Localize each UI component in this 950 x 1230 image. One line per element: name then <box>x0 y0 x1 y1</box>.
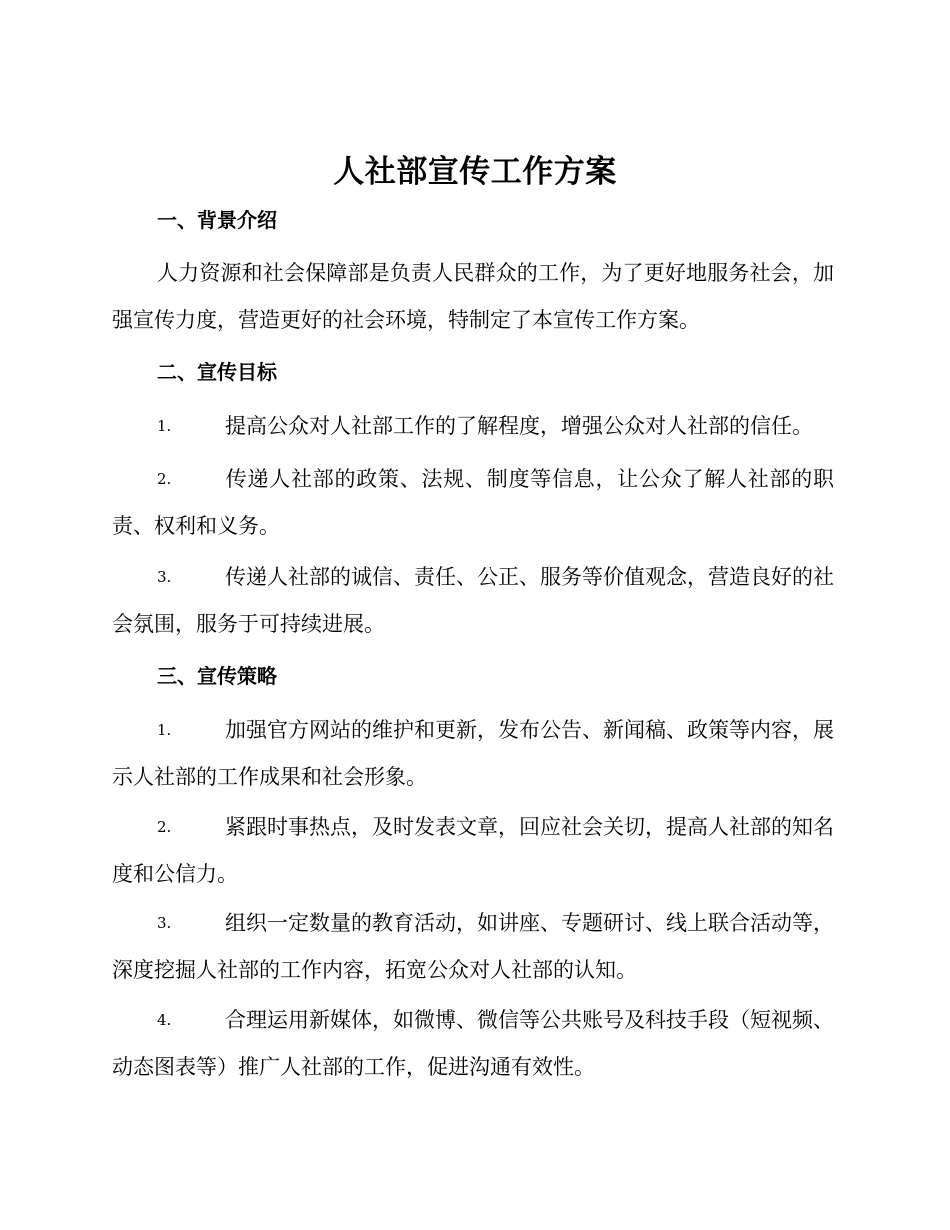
document-title: 人社部宣传工作方案 <box>333 154 617 190</box>
list-item <box>112 900 834 994</box>
list-item-number: 3. <box>157 568 172 586</box>
section-heading-goals: 二、宣传目标 <box>157 360 277 384</box>
list-item-number: 2. <box>157 818 172 836</box>
list-item-number: 3. <box>157 914 172 932</box>
list-item-number: 1. <box>157 417 172 435</box>
list-item-text: 加强官方网站的维护和更新，发布公告、新闻稿、政策等内容，展示人社部的工作成果和社会形象。 <box>112 718 834 789</box>
background-paragraph: 人力资源和社会保障部是负责人民群众的工作，为了更好地服务社会，加强宣传力度，营造更好的社会环境，特制定了本宣传工作方案。 <box>112 261 834 332</box>
list-item-number: 4. <box>157 1011 172 1029</box>
list-item <box>112 707 834 801</box>
list-item-text: 提高公众对人社部工作的了解程度，增强公众对人社部的信任。 <box>225 414 813 438</box>
list-item-text: 传递人社部的政策、法规、制度等信息，让公众了解人社部的职责、权利和义务。 <box>112 467 834 538</box>
list-item <box>112 403 834 450</box>
list-item-text: 合理运用新媒体，如微博、微信等公共账号及科技手段（短视频、动态图表等）推广人社部的工作，促进沟通有效性。 <box>112 1008 834 1079</box>
list-item <box>112 997 834 1091</box>
list-item-text: 传递人社部的诚信、责任、公正、服务等价值观念，营造良好的社会氛围，服务于可持续进展。 <box>112 565 834 636</box>
list-item-text: 紧跟时事热点，及时发表文章，回应社会关切，提高人社部的知名度和公信力。 <box>112 815 834 886</box>
list-item <box>112 554 834 648</box>
list-item <box>112 456 834 550</box>
section-heading-strategy: 三、宣传策略 <box>157 664 277 688</box>
list-item-text: 组织一定数量的教育活动，如讲座、专题研讨、线上联合活动等，深度挖掘人社部的工作内容，拓宽公众对人社部的认知。 <box>112 911 834 982</box>
list-item-number: 2. <box>157 470 172 488</box>
section-heading-background: 一、背景介绍 <box>157 208 277 232</box>
list-item <box>112 804 834 898</box>
list-item-number: 1. <box>157 721 172 739</box>
